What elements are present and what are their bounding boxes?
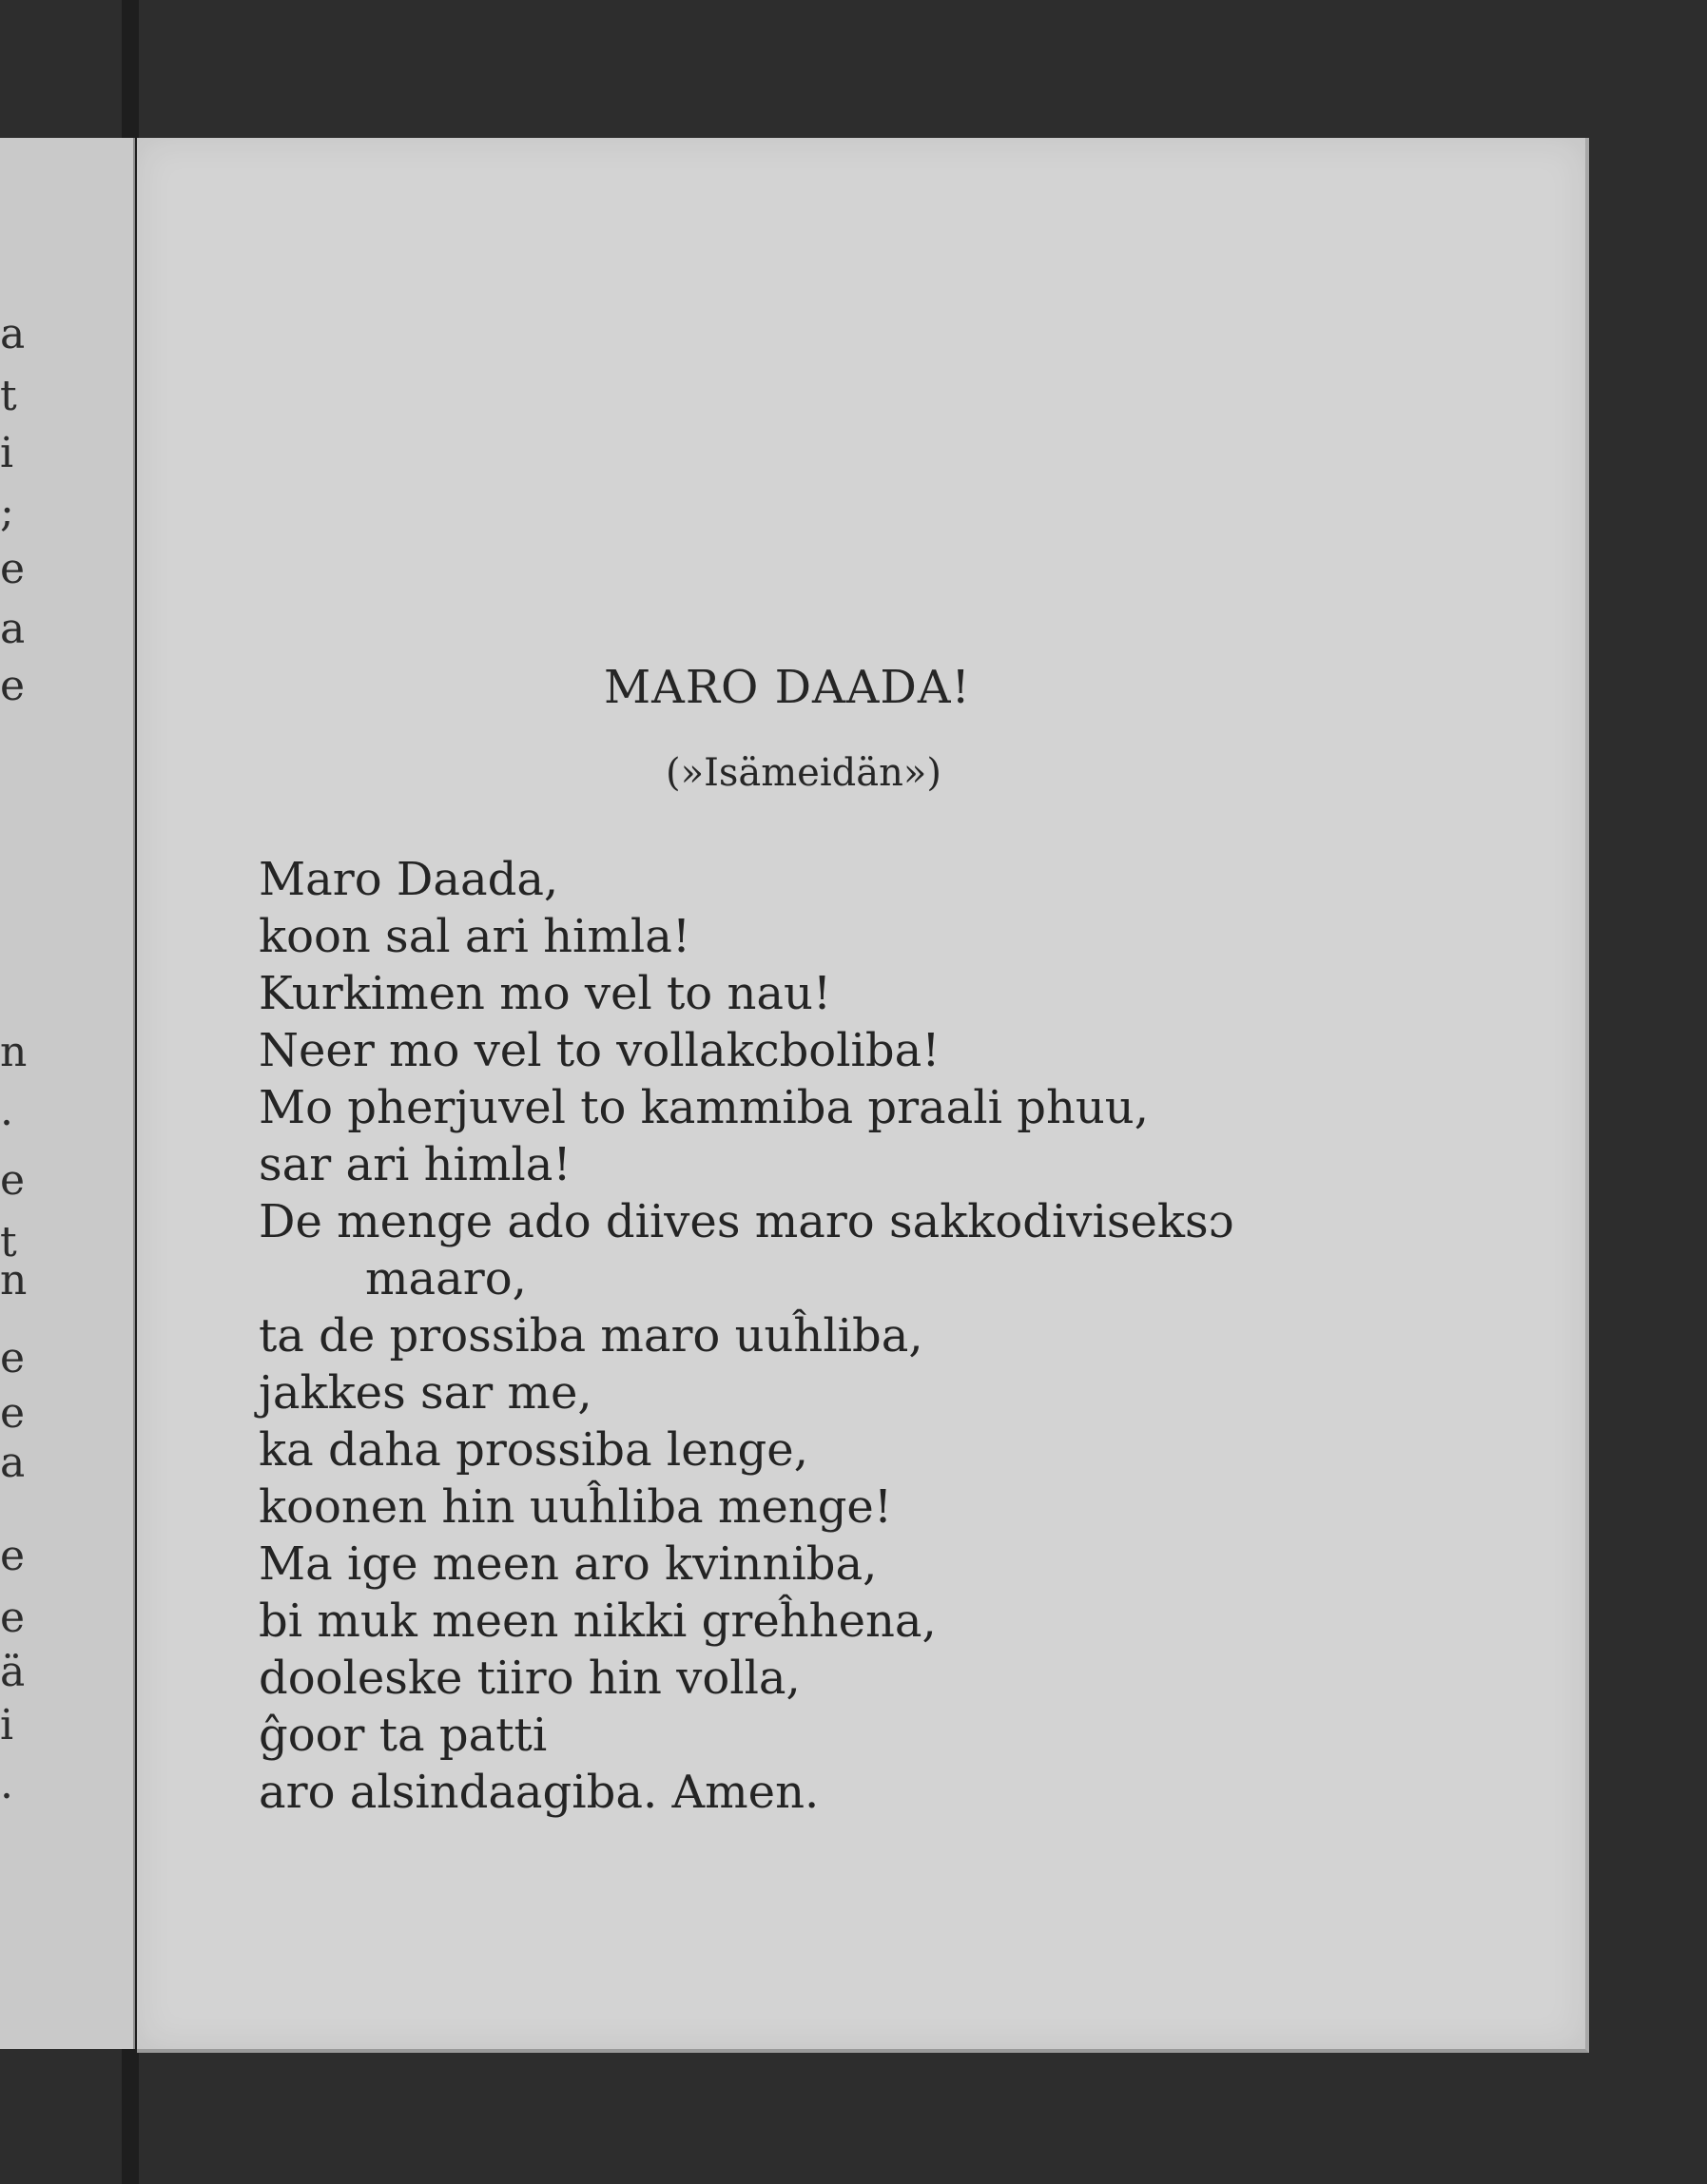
text-line: Ma ige meen aro kvinniba, (259, 1537, 878, 1591)
margin-char: t (0, 1218, 17, 1266)
text-line: De menge ado diives maro sakkodiviseksɔ (259, 1195, 1234, 1248)
prayer-text (259, 851, 1233, 1821)
text-line: bi muk meen nikki greĥhena, (259, 1595, 937, 1648)
margin-char: e (0, 662, 26, 710)
margin-char: n (0, 1256, 28, 1305)
margin-char: a (0, 605, 26, 653)
text-line: dooleske tiiro hin volla, (259, 1652, 801, 1705)
text-line: Kurkimen mo vel to nau! (259, 967, 832, 1020)
previous-page-edge (0, 138, 135, 2049)
text-line: jakkes sar me, (259, 1366, 592, 1420)
text-line: Maro Daada, (259, 853, 559, 906)
text-line-continuation: maaro, (365, 1252, 527, 1305)
margin-char: n (0, 1028, 28, 1076)
margin-char: e (0, 1532, 26, 1580)
page-title: MARO DAADA! (604, 661, 971, 714)
margin-char: ä (0, 1648, 26, 1696)
text-line: ka daha prossiba lenge, (259, 1423, 808, 1477)
margin-char: e (0, 1594, 26, 1642)
margin-char: . (0, 1087, 13, 1135)
text-line: ta de prossiba maro uuĥliba, (259, 1309, 923, 1363)
page-subtitle: (»Isämeidän») (666, 751, 941, 795)
text-line: Mo pherjuvel to kammiba praali phuu, (259, 1081, 1149, 1134)
text-line: koonen hin uuĥliba menge! (259, 1480, 893, 1534)
text-line: aro alsindaagiba. Amen. (259, 1766, 820, 1819)
book-page (137, 138, 1589, 2053)
margin-char: e (0, 1389, 26, 1438)
margin-char: e (0, 545, 26, 593)
margin-char: . (0, 1760, 13, 1808)
text-line: koon sal ari himla! (259, 910, 691, 963)
margin-char: ; (0, 488, 14, 536)
text-line: ĝoor ta patti (259, 1709, 548, 1762)
margin-char: e (0, 1334, 26, 1382)
margin-char: a (0, 310, 26, 358)
margin-char: a (0, 1439, 26, 1487)
text-line: Neer mo vel to vollakcboliba! (259, 1024, 941, 1077)
text-line: sar ari himla! (259, 1138, 572, 1191)
margin-char: e (0, 1156, 26, 1205)
margin-char: t (0, 372, 17, 420)
margin-char: i (0, 429, 14, 477)
margin-char: i (0, 1701, 14, 1749)
